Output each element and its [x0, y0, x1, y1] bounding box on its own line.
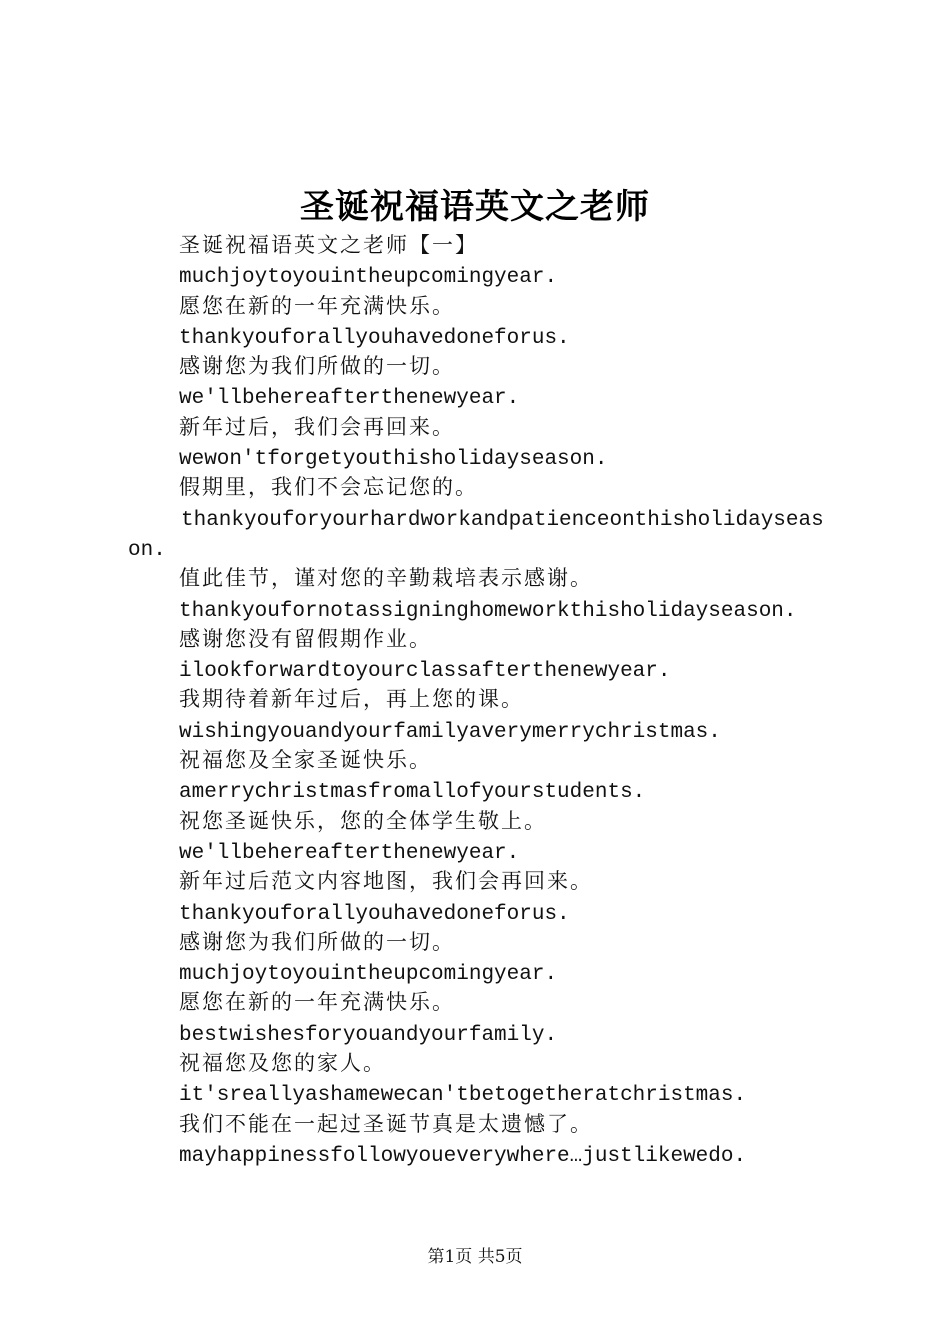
paragraph-line: it'sreallyashamewecan'tbetogetheratchristmas.: [179, 1084, 747, 1108]
paragraph-line: mayhappinessfollowyoueverywhere…justlikewedo.: [179, 1144, 747, 1168]
paragraph-line: amerrychristmasfromallofyourstudents.: [179, 781, 646, 805]
paragraph-line: 我们不能在一起过圣诞节真是太遗憾了。: [179, 1114, 593, 1138]
paragraph-line: 祝您圣诞快乐，您的全体学生敬上。: [179, 811, 547, 835]
page-footer: 第1页 共5页: [427, 1247, 523, 1267]
paragraph-line: 新年过后，我们会再回来。: [179, 417, 455, 441]
paragraph-line: we'llbehereafterthenewyear.: [179, 387, 520, 411]
paragraph-line: 我期待着新年过后，再上您的课。: [179, 690, 524, 714]
paragraph-line: bestwishesforyouandyourfamily.: [179, 1023, 558, 1047]
paragraph-line: 感谢您没有留假期作业。: [179, 629, 432, 653]
paragraph-line: 祝福您及您的家人。: [179, 1054, 386, 1078]
paragraph-line: thankyoufornotassigninghomeworkthisholidayseason.: [179, 599, 797, 623]
paragraph-line: muchjoytoyouintheupcomingyear.: [179, 963, 558, 987]
document-title: 圣诞祝福语英文之老师: [300, 187, 650, 227]
paragraph-line: 感谢您为我们所做的一切。: [179, 357, 455, 381]
paragraph-line: thankyouforyourhardworkandpatienceonthisholidayseason.: [128, 508, 824, 562]
paragraph-line: wishingyouandyourfamilyaverymerrychristmas.: [179, 720, 721, 744]
paragraph-line: 假期里，我们不会忘记您的。: [179, 478, 478, 502]
paragraph-line: 祝福您及全家圣诞快乐。: [179, 751, 432, 775]
paragraph-line: 值此佳节，谨对您的辛勤栽培表示感谢。: [179, 569, 593, 593]
paragraph-line: 愿您在新的一年充满快乐。: [179, 993, 455, 1017]
paragraph-line: 感谢您为我们所做的一切。: [179, 932, 455, 956]
paragraph-line: thankyouforallyouhavedoneforus.: [179, 326, 570, 350]
paragraph-line: thankyouforallyouhavedoneforus.: [179, 902, 570, 926]
paragraph-line: 圣诞祝福语英文之老师【一】: [179, 236, 478, 259]
paragraph-line: wewon'tforgetyouthisholidayseason.: [179, 448, 608, 472]
paragraph-line: ilookforwardtoyourclassafterthenewyear.: [179, 660, 671, 684]
document-body: [128, 233, 832, 1172]
paragraph-line: we'llbehereafterthenewyear.: [179, 841, 520, 865]
paragraph-line: 愿您在新的一年充满快乐。: [179, 296, 455, 320]
paragraph-line: muchjoytoyouintheupcomingyear.: [179, 266, 558, 290]
paragraph-line: 新年过后范文内容地图，我们会再回来。: [179, 872, 593, 896]
